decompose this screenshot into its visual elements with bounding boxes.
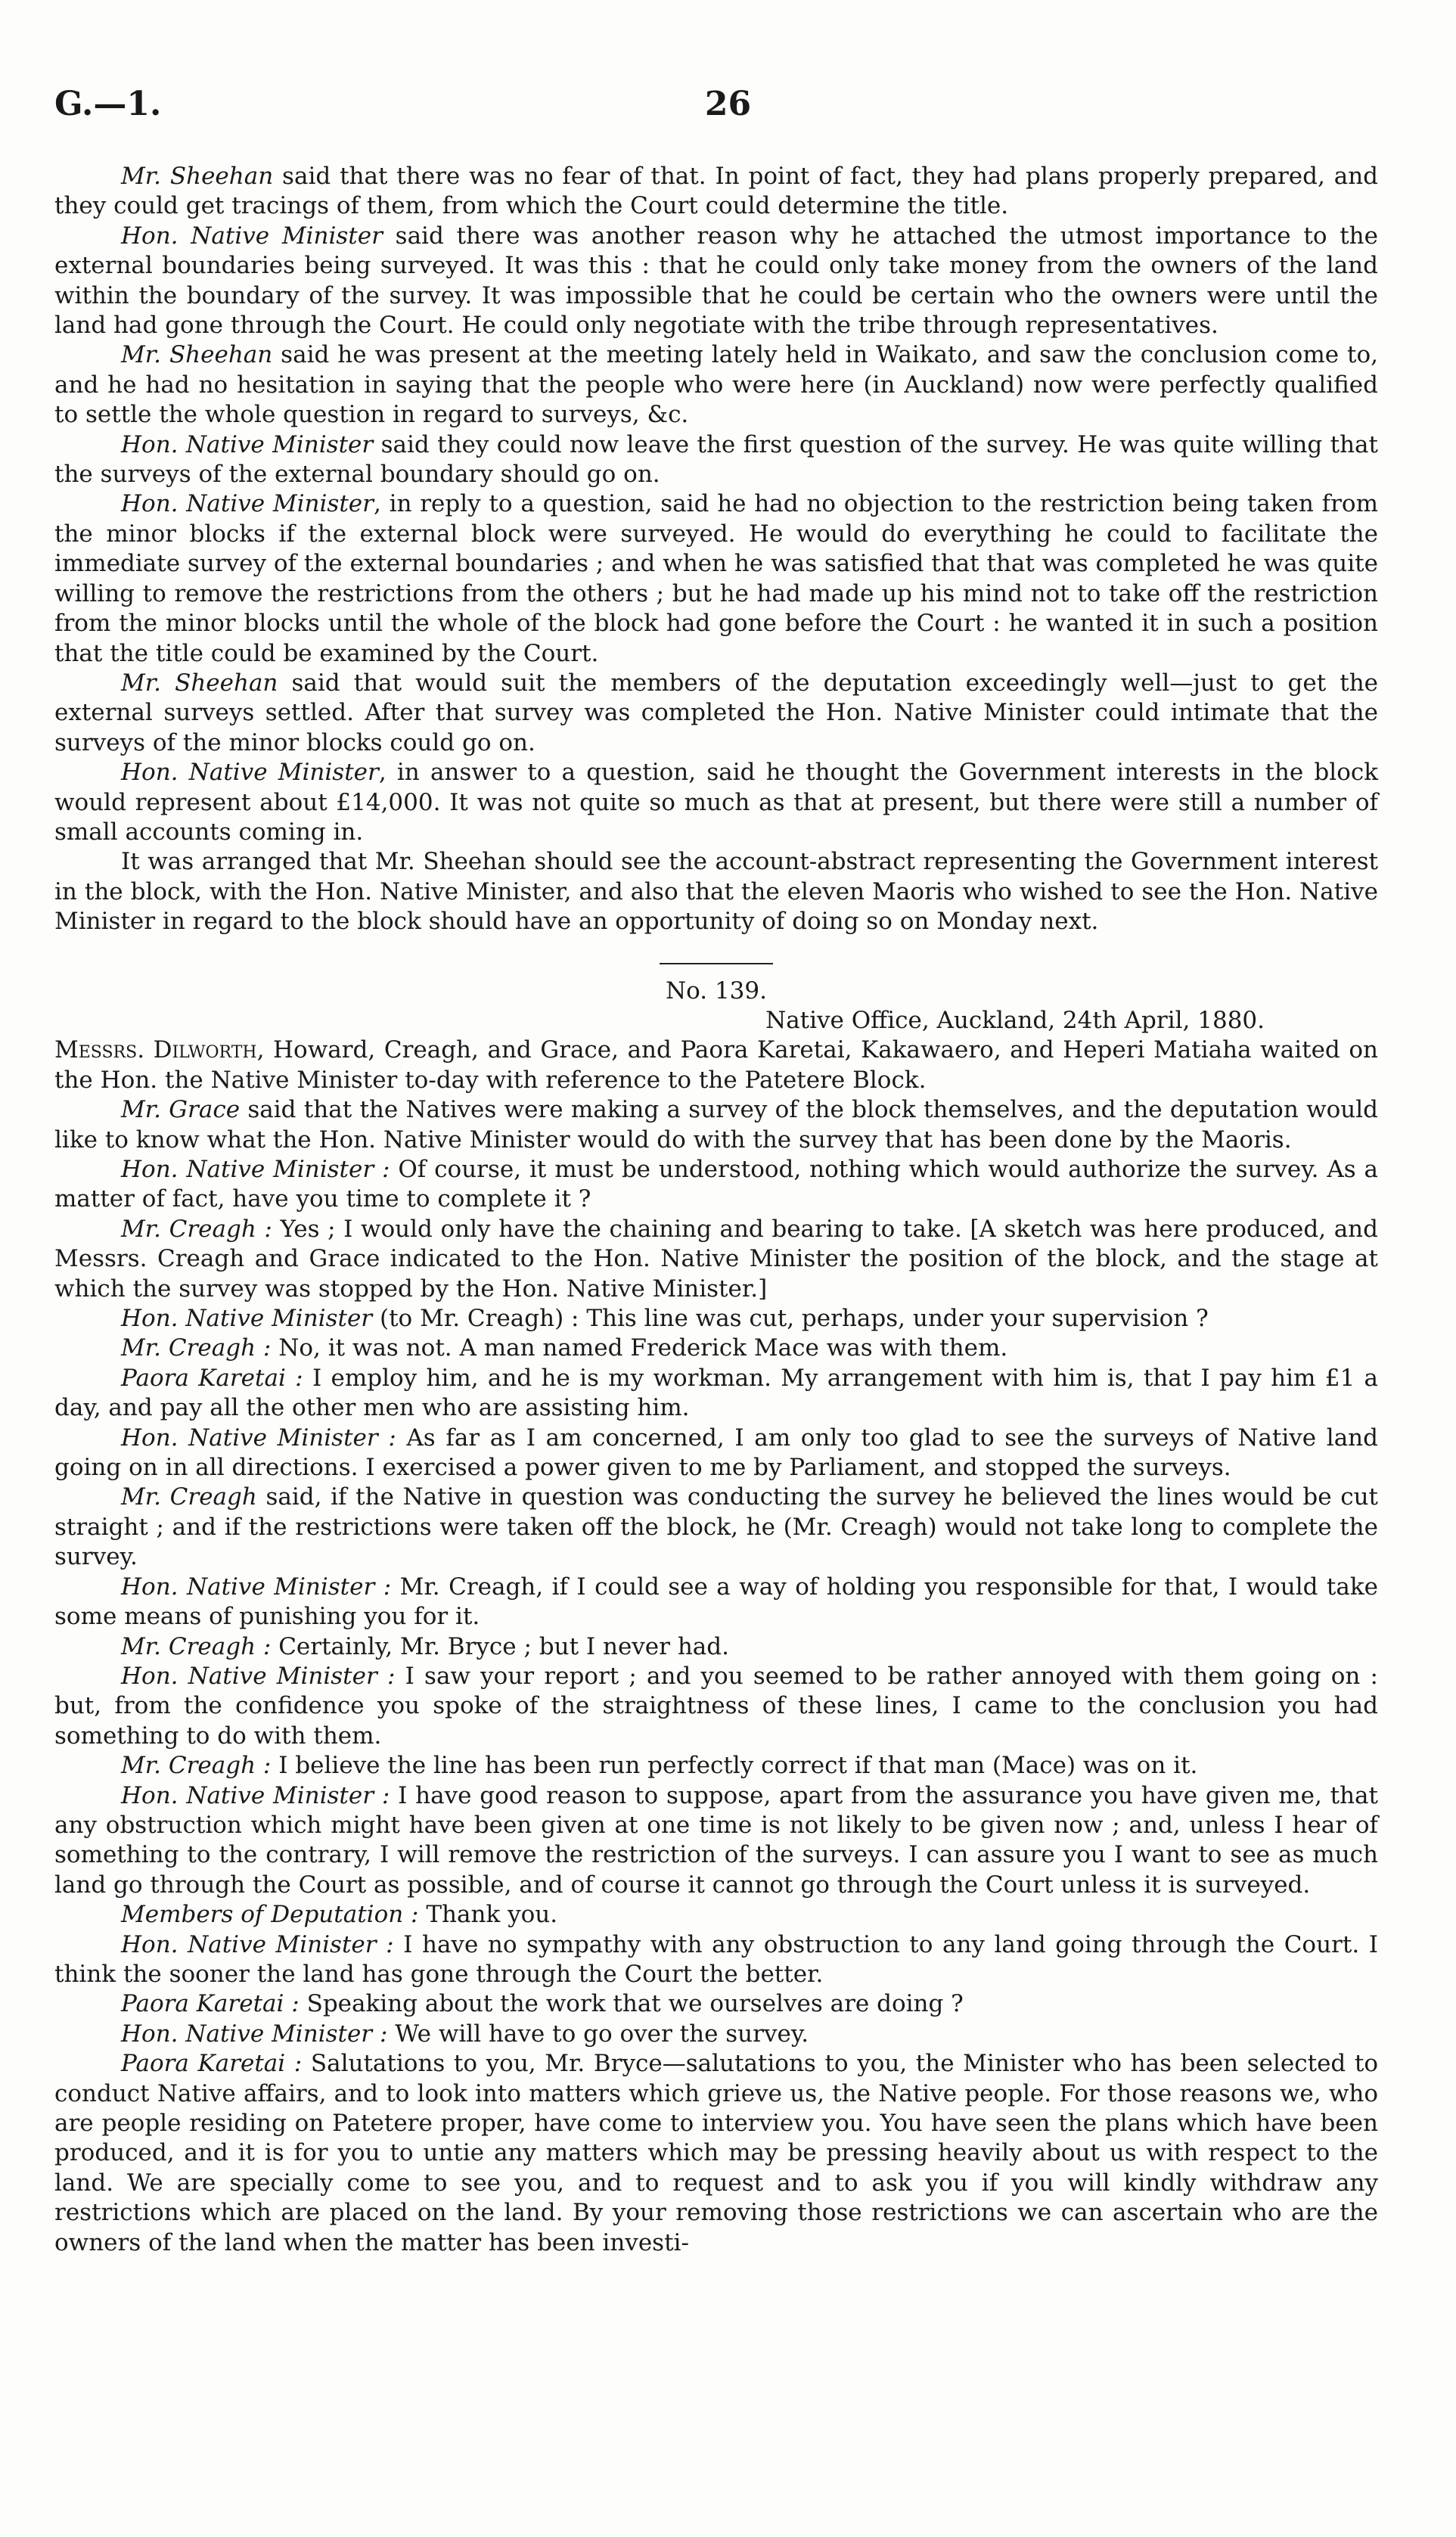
paragraph — [54, 1483, 1378, 1572]
paragraph-text: We will have to go over the survey. — [387, 2020, 809, 2048]
speaker: Mr. Creagh : — [121, 1632, 272, 1660]
speaker: Mr. Creagh : — [121, 1334, 272, 1362]
page-number: 26 — [704, 85, 752, 123]
paragraph-text: said, if the Native in question was conducting the survey he believed the lines would be cut straight ; and if the restrictions were taken off the block, he (Mr. Creagh) would not take long to complete the survey. — [54, 1483, 1378, 1571]
paragraph — [54, 1781, 1378, 1901]
speaker: Hon. Native Minister — [121, 759, 379, 787]
speaker: Hon. Native Minister — [121, 222, 383, 250]
paragraph — [54, 2049, 1378, 2258]
paragraph-text: I believe the line has been run perfectly correct if that man (Mace) was on it. — [271, 1752, 1198, 1780]
section-heading: No. 139. — [666, 977, 767, 1005]
paragraph-text: , Howard, Creagh, and Grace, and Paora Karetai, Kakawaero, and Heperi Matiaha waited on the Hon. the Native Minister to-day with reference to the Patetere Block. — [54, 1036, 1378, 1094]
paragraph-text: I saw your report ; and you seemed to be rather annoyed with them going on : but, from the confidence you spoke of the straightness of these lines, I came to the conclusion you had something to do with them. — [54, 1662, 1378, 1750]
paragraph — [54, 222, 1378, 341]
paragraph-text: said that would suit the members of the deputation exceedingly well—just to get the external surveys settled. After that survey was completed the Hon. Native Minister could intimate that the surveys of the minor blocks could go on. — [54, 669, 1379, 756]
speaker: Hon. Native Minister : — [121, 1930, 394, 1958]
speaker: Mr. Sheehan — [121, 341, 273, 369]
paragraph-text: No, it was not. A man named Frederick Mace was with them. — [271, 1334, 1008, 1362]
paragraph-text: As far as I am concerned, I am only too glad to see the surveys of Native land going on in all directions. I exercised a power given to me by Parliament, and stopped the surveys. — [54, 1424, 1378, 1482]
paragraph-text: I have no sympathy with any obstruction to any land going through the Court. I think the sooner the land has gone through the Court the better. — [54, 1930, 1378, 1988]
speaker: Paora Karetai : — [121, 2050, 303, 2078]
paragraph-text: It was arranged that Mr. Sheehan should see the account-abstract representing the Government interest in the block, with the Hon. Native Minister, and also that the eleven Maoris who wished to see the Hon. Native Minister in regard to the block should have an opportunity of doing so on Monday next. — [54, 848, 1378, 936]
paragraph-text: I have good reason to suppose, apart from the assurance you have given me, that any obstruction which might have been given at one time is not likely to be given now ; and, unless I hear of something to the contrary, I will remove the restriction of the surveys. I can assure you I want to see as much land go through the Court as possible, and of course it cannot go through the Court unless it is surveyed. — [54, 1781, 1378, 1899]
section-no-139 — [54, 977, 1378, 2258]
paragraph — [54, 1304, 1378, 1334]
speaker: Mr. Creagh : — [121, 1752, 272, 1780]
page-header — [54, 85, 1402, 130]
paragraph — [54, 1662, 1378, 1751]
speaker: Mr. Creagh : — [121, 1215, 272, 1243]
paragraph-text: Mr. Creagh, if I could see a way of holding you responsible for that, I would take some means of punishing you for it. — [54, 1573, 1379, 1631]
speaker: Hon. Native Minister : — [121, 1573, 392, 1601]
speaker: Mr. Sheehan — [121, 163, 274, 190]
speaker: Hon. Native Minister — [121, 1305, 373, 1333]
paragraph-text: said that the Natives were making a survey of the block themselves, and the deputation would like to know what the Hon. Native Minister would do with the survey that has been done by the Maoris. — [54, 1096, 1378, 1154]
speaker: Hon. Native Minister — [121, 430, 374, 458]
section-divider — [660, 963, 773, 964]
paragraph — [54, 1095, 1378, 1155]
paragraph — [54, 1155, 1378, 1215]
speaker: Hon. Native Minister : — [121, 1424, 396, 1452]
paragraph — [54, 1573, 1378, 1632]
paragraph — [54, 1989, 1378, 2019]
paragraph-text: said he was present at the meeting lately held in Waikato, and saw the conclusion come to, and he had no hesitation in saying that the people who were here (in Auckland) now were perfectly qualified to settle the whole question in regard to surveys, &c. — [54, 341, 1378, 429]
speaker: Hon. Native Minister : — [121, 1156, 390, 1183]
paragraph-text: Yes ; I would only have the chaining and bearing to take. [A sketch was here produced, and Messrs. Creagh and Grace indicated to the Hon. Native Minister the position of the block, and the stage at which the survey was stopped by the Hon. Native Minister.] — [54, 1215, 1378, 1303]
speaker: Hon. Native Minister : — [121, 1781, 390, 1809]
paragraph-text: said there was another reason why he attached the utmost importance to the external boundaries being surveyed. It was this : that he could only take money from the owners of the land within the boundary of the survey. It was impossible that he could be certain who the owners were until the land had gone through the Court. He could only negotiate with the tribe through representatives. — [54, 222, 1378, 340]
speaker: Mr. Sheehan — [121, 669, 278, 697]
paragraph — [54, 162, 1378, 222]
paragraph — [54, 1364, 1378, 1424]
speaker: Members of Deputation : — [121, 1901, 419, 1929]
paragraph — [54, 1632, 1378, 1662]
paragraph — [54, 1424, 1378, 1483]
smallcaps-names: Messrs. Dilworth — [54, 1036, 257, 1064]
paragraph-text: Of course, it must be understood, nothing which would authorize the survey. As a matter of fact, have you time to complete it ? — [54, 1156, 1378, 1213]
paragraph — [54, 1751, 1378, 1781]
paragraph — [54, 2020, 1378, 2049]
paragraph-text: Salutations to you, Mr. Bryce—salutations to you, the Minister who has been selected to conduct Native affairs, and to look into matters which grieve us, the Native people. For those reasons we, who are people residing on Patetere proper, have come to interview you. You have seen the plans which have been produced, and it is for you to untie any matters which may be pressing heavily about us with respect to the land. We are specially come to see you, and to request and to ask you if you will kindly withdraw any restrictions which are placed on the land. By your removing those restrictions we can ascertain who are the owners of the land when the matter has been investi- — [54, 2050, 1378, 2256]
paragraph-text: Speaking about the work that we ourselves are doing ? — [299, 1990, 964, 2018]
dateline: Native Office, Auckland, 24th April, 1880. — [765, 1006, 1265, 1034]
paragraph — [54, 669, 1378, 758]
section-sheehan-deputation — [54, 162, 1378, 937]
speaker: Hon. Native Minister : — [121, 2020, 388, 2048]
paragraph — [54, 847, 1378, 936]
paragraph — [54, 1215, 1378, 1304]
paragraph-text: I employ him, and he is my workman. My arrangement with him is, that I pay him £1 a day, and pay all the other men who are assisting him. — [54, 1364, 1378, 1422]
paragraph — [54, 489, 1378, 668]
document-body — [54, 162, 1378, 2258]
speaker: Hon. Native Minister — [121, 490, 374, 518]
paragraph — [54, 430, 1378, 490]
speaker: Mr. Grace — [121, 1096, 241, 1124]
paragraph — [54, 1930, 1378, 1990]
paragraph — [54, 340, 1378, 430]
paragraph-text: Certainly, Mr. Bryce ; but I never had. — [271, 1632, 729, 1660]
paragraph-text: (to Mr. Creagh) : This line was cut, perhaps, under your supervision ? — [372, 1305, 1209, 1333]
paragraph-text: said that there was no fear of that. In point of fact, they had plans properly prepared, and they could get tracings of them, from which the Court could determine the title. — [54, 163, 1379, 220]
paragraph-text: said they could now leave the first question of the survey. He was quite willing that the surveys of the external boundary should go on. — [54, 430, 1378, 489]
parliamentary-paper-ref: G.—1. — [54, 85, 162, 123]
speaker: Paora Karetai : — [121, 1364, 303, 1392]
paragraph — [54, 1900, 1378, 1930]
paragraph-text: , in reply to a question, said he had no objection to the restriction being taken from the minor blocks if the external block were surveyed. He would do everything he could to facilitate the immediate survey of the external boundaries ; and when he was satisfied that that was completed he was quite willing to remove the restrictions from the others ; but he had made up his mind not to take off the restriction from the minor blocks until the whole of the block had gone before the Court : he wanted it in such a position that the title could be examined by the Court. — [54, 490, 1378, 667]
paragraph — [54, 1334, 1378, 1363]
paragraph — [54, 758, 1378, 847]
speaker: Paora Karetai : — [121, 1990, 300, 2018]
speaker: Hon. Native Minister : — [121, 1662, 396, 1690]
paragraph-text: Thank you. — [418, 1901, 558, 1929]
intro-paragraph — [54, 1036, 1378, 1095]
speaker: Mr. Creagh — [121, 1483, 257, 1511]
paragraph-text: , in answer to a question, said he thought the Government interests in the block would represent about £14,000. It was not quite so much as that at present, but there were still a number of small accounts coming in. — [54, 759, 1379, 846]
